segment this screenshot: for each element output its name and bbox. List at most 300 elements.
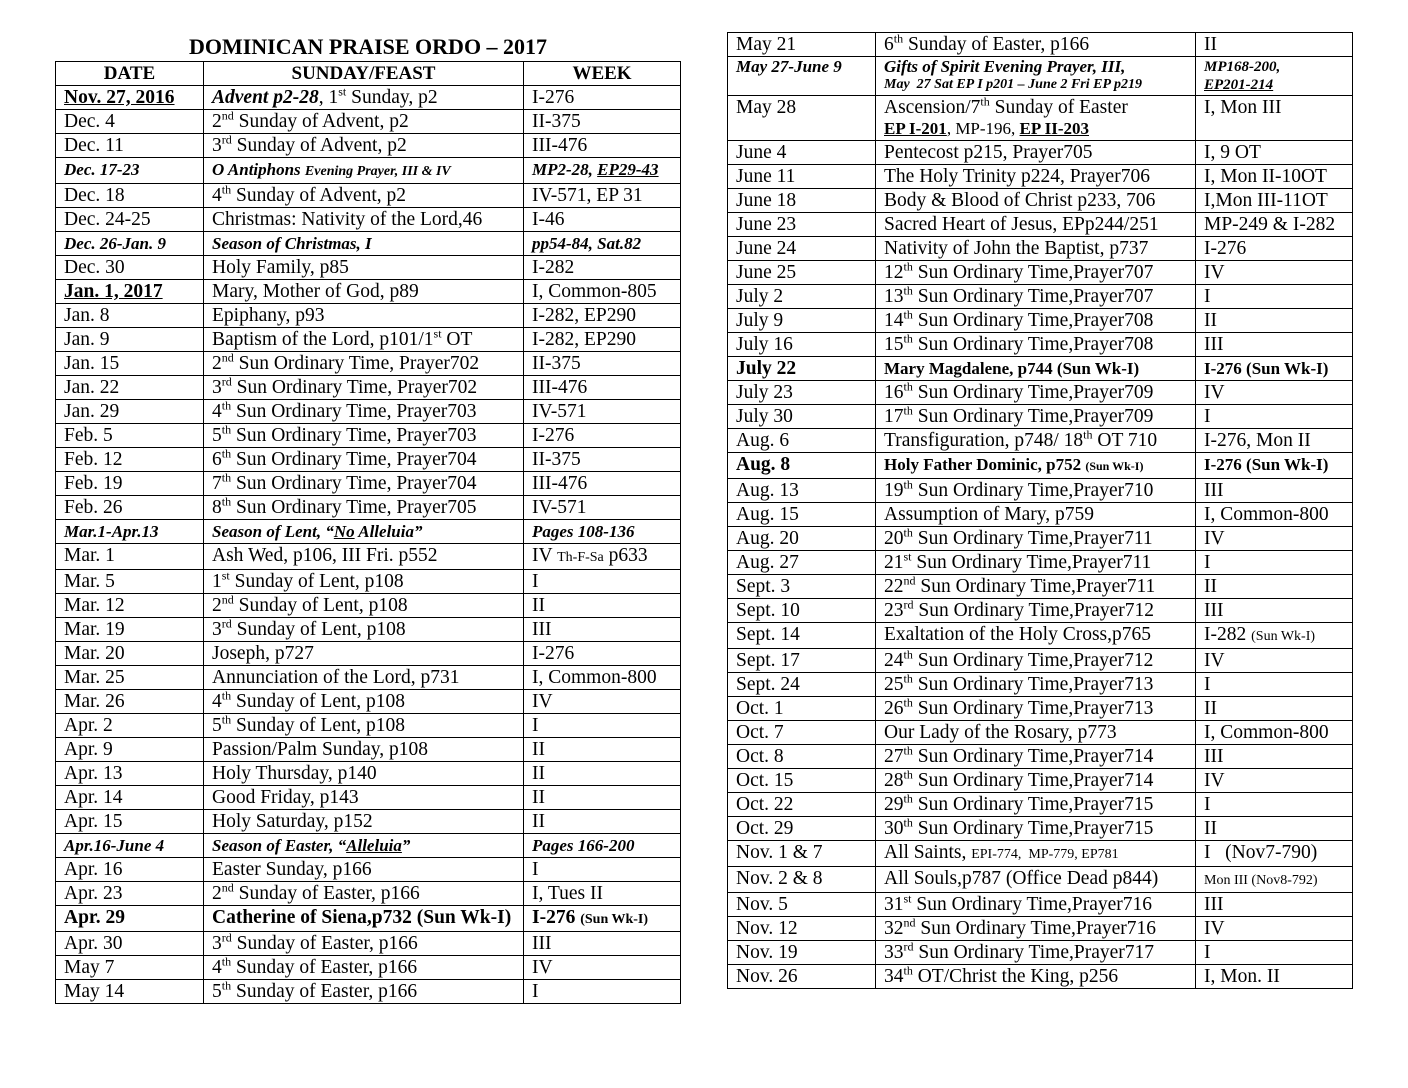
table-row bbox=[728, 479, 1353, 503]
cell-feast: 16th Sun Ordinary Time,Prayer709 bbox=[876, 381, 1196, 405]
table-row bbox=[56, 520, 681, 544]
cell-feast: Mary Magdalene, p744 (Sun Wk-I) bbox=[876, 357, 1196, 381]
cell-date: Oct. 15 bbox=[728, 769, 876, 793]
cell-week: I-276 (Sun Wk-I) bbox=[1196, 453, 1353, 479]
table-row bbox=[56, 328, 681, 352]
cell-date: Dec. 26-Jan. 9 bbox=[56, 232, 204, 256]
cell-date: Oct. 8 bbox=[728, 745, 876, 769]
cell-date: Jan. 1, 2017 bbox=[56, 280, 204, 304]
table-row bbox=[728, 867, 1353, 893]
cell-feast: 29th Sun Ordinary Time,Prayer715 bbox=[876, 793, 1196, 817]
cell-week: Mon III (Nov8-792) bbox=[1196, 867, 1353, 893]
cell-week: II bbox=[1196, 309, 1353, 333]
cell-feast: Assumption of Mary, p759 bbox=[876, 503, 1196, 527]
cell-feast: 31st Sun Ordinary Time,Prayer716 bbox=[876, 893, 1196, 917]
cell-feast: 13th Sun Ordinary Time,Prayer707 bbox=[876, 285, 1196, 309]
table-row bbox=[728, 721, 1353, 745]
table-row bbox=[728, 649, 1353, 673]
cell-feast: Baptism of the Lord, p101/1st OT bbox=[204, 328, 524, 352]
cell-feast: Season of Christmas, I bbox=[204, 232, 524, 256]
table-row bbox=[728, 213, 1353, 237]
cell-week: I bbox=[1196, 673, 1353, 697]
cell-week: Pages 166-200 bbox=[524, 834, 681, 858]
cell-date: Oct. 22 bbox=[728, 793, 876, 817]
cell-date: Nov. 2 & 8 bbox=[728, 867, 876, 893]
cell-feast: Sacred Heart of Jesus, EPp244/251 bbox=[876, 213, 1196, 237]
table-row bbox=[728, 33, 1353, 57]
cell-week: IV bbox=[524, 956, 681, 980]
cell-date: Nov. 27, 2016 bbox=[56, 86, 204, 110]
cell-week: I bbox=[1196, 941, 1353, 965]
table-row bbox=[728, 697, 1353, 721]
cell-date: Feb. 26 bbox=[56, 496, 204, 520]
table-row bbox=[56, 738, 681, 762]
cell-week: IV-571 bbox=[524, 496, 681, 520]
table-row bbox=[56, 184, 681, 208]
cell-feast: 28th Sun Ordinary Time,Prayer714 bbox=[876, 769, 1196, 793]
table-row bbox=[56, 642, 681, 666]
cell-feast: Christmas: Nativity of the Lord,46 bbox=[204, 208, 524, 232]
table-row bbox=[728, 551, 1353, 575]
cell-feast: Holy Father Dominic, p752 (Sun Wk-I) bbox=[876, 453, 1196, 479]
cell-feast: Mary, Mother of God, p89 bbox=[204, 280, 524, 304]
table-row bbox=[56, 304, 681, 328]
cell-feast: Body & Blood of Christ p233, 706 bbox=[876, 189, 1196, 213]
cell-week: pp54-84, Sat.82 bbox=[524, 232, 681, 256]
cell-week: Pages 108-136 bbox=[524, 520, 681, 544]
cell-feast: 24th Sun Ordinary Time,Prayer712 bbox=[876, 649, 1196, 673]
cell-feast: Annunciation of the Lord, p731 bbox=[204, 666, 524, 690]
cell-week: II bbox=[1196, 817, 1353, 841]
table-row bbox=[56, 472, 681, 496]
table-row bbox=[728, 96, 1353, 141]
table-row bbox=[56, 666, 681, 690]
cell-date: Dec. 18 bbox=[56, 184, 204, 208]
cell-date: Oct. 1 bbox=[728, 697, 876, 721]
table-row bbox=[728, 357, 1353, 381]
cell-feast: Easter Sunday, p166 bbox=[204, 858, 524, 882]
cell-date: Feb. 19 bbox=[56, 472, 204, 496]
cell-date: June 4 bbox=[728, 141, 876, 165]
cell-week: I bbox=[1196, 551, 1353, 575]
header-date: DATE bbox=[56, 62, 204, 86]
cell-date: June 23 bbox=[728, 213, 876, 237]
cell-date: Jan. 15 bbox=[56, 352, 204, 376]
cell-date: May 21 bbox=[728, 33, 876, 57]
cell-date: Sept. 24 bbox=[728, 673, 876, 697]
cell-feast: 26th Sun Ordinary Time,Prayer713 bbox=[876, 697, 1196, 721]
cell-week: IV bbox=[1196, 261, 1353, 285]
cell-week: II bbox=[524, 738, 681, 762]
cell-date: May 14 bbox=[56, 980, 204, 1004]
cell-feast: Catherine of Siena,p732 (Sun Wk-I) bbox=[204, 906, 524, 932]
cell-week: II bbox=[524, 810, 681, 834]
table-row bbox=[56, 810, 681, 834]
cell-week: I-282, EP290 bbox=[524, 304, 681, 328]
cell-date: Apr. 13 bbox=[56, 762, 204, 786]
cell-date: Nov. 26 bbox=[728, 965, 876, 989]
cell-week: MP-249 & I-282 bbox=[1196, 213, 1353, 237]
table-row bbox=[56, 352, 681, 376]
cell-week: I,Mon III-11OT bbox=[1196, 189, 1353, 213]
cell-date: Aug. 27 bbox=[728, 551, 876, 575]
cell-week: I-276 bbox=[1196, 237, 1353, 261]
cell-feast: 17th Sun Ordinary Time,Prayer709 bbox=[876, 405, 1196, 429]
cell-feast: 15th Sun Ordinary Time,Prayer708 bbox=[876, 333, 1196, 357]
table-row bbox=[56, 496, 681, 520]
cell-date: Nov. 12 bbox=[728, 917, 876, 941]
cell-date: Apr.16-June 4 bbox=[56, 834, 204, 858]
table-row bbox=[728, 309, 1353, 333]
cell-feast: Transfiguration, p748/ 18th OT 710 bbox=[876, 429, 1196, 453]
cell-date: Aug. 6 bbox=[728, 429, 876, 453]
table-row bbox=[728, 405, 1353, 429]
cell-date: Mar. 1 bbox=[56, 544, 204, 570]
cell-feast: Holy Thursday, p140 bbox=[204, 762, 524, 786]
cell-feast: Advent p2-28, 1st Sunday, p2 bbox=[204, 86, 524, 110]
cell-week: I, Common-800 bbox=[1196, 503, 1353, 527]
cell-week: II-375 bbox=[524, 448, 681, 472]
table-header-row bbox=[56, 62, 681, 86]
table-row bbox=[728, 57, 1353, 96]
cell-week: IV-571 bbox=[524, 400, 681, 424]
cell-week: I-276 (Sun Wk-I) bbox=[524, 906, 681, 932]
table-row bbox=[728, 965, 1353, 989]
cell-feast: All Saints, EPI-774, MP-779, EP781 bbox=[876, 841, 1196, 867]
cell-week: II bbox=[1196, 697, 1353, 721]
table-row bbox=[728, 673, 1353, 697]
cell-date: Aug. 15 bbox=[728, 503, 876, 527]
ordo-table-left-body bbox=[56, 86, 681, 1004]
table-row bbox=[728, 745, 1353, 769]
cell-week: I bbox=[1196, 793, 1353, 817]
cell-date: June 18 bbox=[728, 189, 876, 213]
cell-week: II bbox=[1196, 575, 1353, 599]
cell-week: I bbox=[1196, 405, 1353, 429]
table-row bbox=[56, 834, 681, 858]
table-row bbox=[56, 376, 681, 400]
table-row bbox=[728, 381, 1353, 405]
cell-week: III bbox=[524, 932, 681, 956]
table-row bbox=[728, 503, 1353, 527]
cell-feast: Gifts of Spirit Evening Prayer, III, May 27 Sat EP I p201 – June 2 Fri EP p219 bbox=[876, 57, 1196, 96]
table-row bbox=[728, 453, 1353, 479]
cell-week: I, 9 OT bbox=[1196, 141, 1353, 165]
cell-feast: 8th Sun Ordinary Time, Prayer705 bbox=[204, 496, 524, 520]
cell-week: III bbox=[1196, 893, 1353, 917]
table-row bbox=[56, 158, 681, 184]
table-row bbox=[728, 817, 1353, 841]
cell-feast: 34th OT/Christ the King, p256 bbox=[876, 965, 1196, 989]
cell-date: Apr. 2 bbox=[56, 714, 204, 738]
table-row bbox=[56, 786, 681, 810]
cell-week: IV bbox=[1196, 649, 1353, 673]
cell-date: Sept. 3 bbox=[728, 575, 876, 599]
cell-week: II-375 bbox=[524, 110, 681, 134]
cell-date: Apr. 15 bbox=[56, 810, 204, 834]
cell-week: III bbox=[1196, 599, 1353, 623]
ordo-table-left bbox=[55, 61, 681, 1004]
cell-date: Apr. 29 bbox=[56, 906, 204, 932]
table-row bbox=[728, 165, 1353, 189]
cell-date: May 28 bbox=[728, 96, 876, 141]
cell-feast: 2nd Sunday of Advent, p2 bbox=[204, 110, 524, 134]
cell-week: III bbox=[524, 618, 681, 642]
cell-feast: Passion/Palm Sunday, p108 bbox=[204, 738, 524, 762]
cell-feast: The Holy Trinity p224, Prayer706 bbox=[876, 165, 1196, 189]
cell-feast: 33rd Sun Ordinary Time,Prayer717 bbox=[876, 941, 1196, 965]
cell-feast: 23rd Sun Ordinary Time,Prayer712 bbox=[876, 599, 1196, 623]
cell-feast: Exaltation of the Holy Cross,p765 bbox=[876, 623, 1196, 649]
table-row bbox=[56, 208, 681, 232]
cell-date: Oct. 29 bbox=[728, 817, 876, 841]
table-row bbox=[56, 882, 681, 906]
cell-week: MP168-200, EP201-214 bbox=[1196, 57, 1353, 96]
table-row bbox=[56, 86, 681, 110]
cell-date: July 9 bbox=[728, 309, 876, 333]
cell-week: IV bbox=[1196, 527, 1353, 551]
cell-date: Nov. 19 bbox=[728, 941, 876, 965]
cell-feast: 27th Sun Ordinary Time,Prayer714 bbox=[876, 745, 1196, 769]
cell-date: Mar. 20 bbox=[56, 642, 204, 666]
cell-date: Sept. 14 bbox=[728, 623, 876, 649]
cell-week: II bbox=[524, 594, 681, 618]
cell-week: I-276 bbox=[524, 642, 681, 666]
table-row bbox=[56, 256, 681, 280]
cell-week: II bbox=[524, 786, 681, 810]
table-row bbox=[728, 261, 1353, 285]
table-row bbox=[728, 285, 1353, 309]
cell-week: III-476 bbox=[524, 376, 681, 400]
cell-feast: O Antiphons Evening Prayer, III & IV bbox=[204, 158, 524, 184]
cell-week: II bbox=[524, 762, 681, 786]
cell-feast: All Souls,p787 (Office Dead p844) bbox=[876, 867, 1196, 893]
table-row bbox=[56, 594, 681, 618]
cell-date: Jan. 29 bbox=[56, 400, 204, 424]
cell-date: Apr. 30 bbox=[56, 932, 204, 956]
cell-feast: Joseph, p727 bbox=[204, 642, 524, 666]
cell-date: Dec. 11 bbox=[56, 134, 204, 158]
cell-date: Oct. 7 bbox=[728, 721, 876, 745]
table-row bbox=[728, 793, 1353, 817]
cell-date: July 2 bbox=[728, 285, 876, 309]
cell-week: I-282 bbox=[524, 256, 681, 280]
cell-date: Mar. 26 bbox=[56, 690, 204, 714]
cell-date: Apr. 23 bbox=[56, 882, 204, 906]
table-row bbox=[56, 110, 681, 134]
cell-feast: Season of Easter, “Alleluia” bbox=[204, 834, 524, 858]
cell-feast: 4th Sunday of Advent, p2 bbox=[204, 184, 524, 208]
cell-week: I (Nov7-790) bbox=[1196, 841, 1353, 867]
cell-feast: 30th Sun Ordinary Time,Prayer715 bbox=[876, 817, 1196, 841]
table-row bbox=[56, 714, 681, 738]
cell-feast: Pentecost p215, Prayer705 bbox=[876, 141, 1196, 165]
cell-week: I bbox=[524, 858, 681, 882]
cell-feast: 25th Sun Ordinary Time,Prayer713 bbox=[876, 673, 1196, 697]
ordo-table-right bbox=[727, 32, 1353, 989]
header-week: WEEK bbox=[524, 62, 681, 86]
cell-feast: Holy Saturday, p152 bbox=[204, 810, 524, 834]
cell-date: Jan. 9 bbox=[56, 328, 204, 352]
cell-week: II bbox=[1196, 33, 1353, 57]
cell-week: I, Mon. II bbox=[1196, 965, 1353, 989]
cell-feast: 3rd Sunday of Easter, p166 bbox=[204, 932, 524, 956]
cell-week: IV bbox=[1196, 917, 1353, 941]
cell-feast: 5th Sun Ordinary Time, Prayer703 bbox=[204, 424, 524, 448]
cell-feast: 22nd Sun Ordinary Time,Prayer711 bbox=[876, 575, 1196, 599]
cell-feast: 4th Sunday of Easter, p166 bbox=[204, 956, 524, 980]
cell-week: I-276 (Sun Wk-I) bbox=[1196, 357, 1353, 381]
cell-week: I-276 bbox=[524, 86, 681, 110]
cell-week: IV Th-F-Sa p633 bbox=[524, 544, 681, 570]
cell-date: July 23 bbox=[728, 381, 876, 405]
cell-feast: 14th Sun Ordinary Time,Prayer708 bbox=[876, 309, 1196, 333]
cell-date: Apr. 16 bbox=[56, 858, 204, 882]
table-row bbox=[56, 400, 681, 424]
cell-week: I bbox=[524, 980, 681, 1004]
page-title: DOMINICAN PRAISE ORDO – 2017 bbox=[188, 34, 548, 59]
cell-date: June 11 bbox=[728, 165, 876, 189]
cell-date: Nov. 5 bbox=[728, 893, 876, 917]
cell-week: I bbox=[524, 714, 681, 738]
cell-feast: 5th Sunday of Easter, p166 bbox=[204, 980, 524, 1004]
cell-feast: 2nd Sunday of Easter, p166 bbox=[204, 882, 524, 906]
cell-date: Dec. 4 bbox=[56, 110, 204, 134]
cell-date: Mar. 5 bbox=[56, 570, 204, 594]
cell-feast: 20th Sun Ordinary Time,Prayer711 bbox=[876, 527, 1196, 551]
cell-week: IV-571, EP 31 bbox=[524, 184, 681, 208]
cell-date: Aug. 20 bbox=[728, 527, 876, 551]
table-row bbox=[728, 917, 1353, 941]
cell-week: III bbox=[1196, 745, 1353, 769]
cell-feast: 6th Sun Ordinary Time, Prayer704 bbox=[204, 448, 524, 472]
cell-date: Dec. 30 bbox=[56, 256, 204, 280]
cell-date: Aug. 8 bbox=[728, 453, 876, 479]
cell-feast: 19th Sun Ordinary Time,Prayer710 bbox=[876, 479, 1196, 503]
cell-feast: 2nd Sun Ordinary Time, Prayer702 bbox=[204, 352, 524, 376]
ordo-table-right-body bbox=[728, 33, 1353, 989]
cell-feast: 32nd Sun Ordinary Time,Prayer716 bbox=[876, 917, 1196, 941]
cell-feast: 21st Sun Ordinary Time,Prayer711 bbox=[876, 551, 1196, 575]
cell-feast: 12th Sun Ordinary Time,Prayer707 bbox=[876, 261, 1196, 285]
cell-date: June 24 bbox=[728, 237, 876, 261]
cell-feast: Holy Family, p85 bbox=[204, 256, 524, 280]
table-row bbox=[56, 544, 681, 570]
cell-feast: 2nd Sunday of Lent, p108 bbox=[204, 594, 524, 618]
cell-week: I-276, Mon II bbox=[1196, 429, 1353, 453]
cell-week: II-375 bbox=[524, 352, 681, 376]
cell-date: Feb. 12 bbox=[56, 448, 204, 472]
cell-week: MP2-28, EP29-43 bbox=[524, 158, 681, 184]
table-row bbox=[728, 429, 1353, 453]
cell-feast: Good Friday, p143 bbox=[204, 786, 524, 810]
header-feast: SUNDAY/FEAST bbox=[204, 62, 524, 86]
cell-feast: 3rd Sun Ordinary Time, Prayer702 bbox=[204, 376, 524, 400]
cell-date: Mar.1-Apr.13 bbox=[56, 520, 204, 544]
table-row bbox=[728, 893, 1353, 917]
cell-date: June 25 bbox=[728, 261, 876, 285]
cell-feast: Ash Wed, p106, III Fri. p552 bbox=[204, 544, 524, 570]
table-row bbox=[728, 599, 1353, 623]
cell-week: III-476 bbox=[524, 134, 681, 158]
table-row bbox=[56, 424, 681, 448]
table-row bbox=[728, 841, 1353, 867]
cell-feast: 4th Sun Ordinary Time, Prayer703 bbox=[204, 400, 524, 424]
table-row bbox=[56, 618, 681, 642]
cell-week: I bbox=[1196, 285, 1353, 309]
cell-week: I bbox=[524, 570, 681, 594]
cell-week: I, Common-800 bbox=[524, 666, 681, 690]
table-row bbox=[56, 570, 681, 594]
table-row bbox=[56, 232, 681, 256]
table-row bbox=[56, 280, 681, 304]
cell-date: July 30 bbox=[728, 405, 876, 429]
cell-date: Mar. 19 bbox=[56, 618, 204, 642]
cell-feast: Our Lady of the Rosary, p773 bbox=[876, 721, 1196, 745]
cell-date: Dec. 24-25 bbox=[56, 208, 204, 232]
cell-feast: Season of Lent, “No Alleluia” bbox=[204, 520, 524, 544]
cell-week: IV bbox=[1196, 381, 1353, 405]
table-row bbox=[56, 858, 681, 882]
cell-feast: Nativity of John the Baptist, p737 bbox=[876, 237, 1196, 261]
table-row bbox=[728, 333, 1353, 357]
cell-date: July 22 bbox=[728, 357, 876, 381]
table-row bbox=[56, 134, 681, 158]
cell-week: I, Tues II bbox=[524, 882, 681, 906]
cell-week: I-282 (Sun Wk-I) bbox=[1196, 623, 1353, 649]
cell-date: Mar. 12 bbox=[56, 594, 204, 618]
cell-week: IV bbox=[524, 690, 681, 714]
cell-week: I, Mon III bbox=[1196, 96, 1353, 141]
table-row bbox=[56, 690, 681, 714]
cell-feast: 5th Sunday of Lent, p108 bbox=[204, 714, 524, 738]
cell-date: Jan. 8 bbox=[56, 304, 204, 328]
cell-feast: 4th Sunday of Lent, p108 bbox=[204, 690, 524, 714]
table-row bbox=[728, 189, 1353, 213]
cell-date: Apr. 9 bbox=[56, 738, 204, 762]
cell-date: Jan. 22 bbox=[56, 376, 204, 400]
table-row bbox=[728, 141, 1353, 165]
cell-week: III-476 bbox=[524, 472, 681, 496]
cell-date: Feb. 5 bbox=[56, 424, 204, 448]
table-row bbox=[56, 932, 681, 956]
cell-date: Sept. 10 bbox=[728, 599, 876, 623]
table-row bbox=[728, 769, 1353, 793]
table-row bbox=[56, 906, 681, 932]
table-row bbox=[728, 527, 1353, 551]
table-row bbox=[56, 762, 681, 786]
cell-date: Aug. 13 bbox=[728, 479, 876, 503]
cell-week: III bbox=[1196, 479, 1353, 503]
cell-week: I, Common-805 bbox=[524, 280, 681, 304]
cell-feast: Epiphany, p93 bbox=[204, 304, 524, 328]
cell-date: Mar. 25 bbox=[56, 666, 204, 690]
cell-feast: 6th Sunday of Easter, p166 bbox=[876, 33, 1196, 57]
table-row bbox=[728, 237, 1353, 261]
cell-feast: 7th Sun Ordinary Time, Prayer704 bbox=[204, 472, 524, 496]
table-row bbox=[56, 448, 681, 472]
cell-feast: 1st Sunday of Lent, p108 bbox=[204, 570, 524, 594]
table-row bbox=[728, 941, 1353, 965]
cell-date: May 7 bbox=[56, 956, 204, 980]
cell-date: Dec. 17-23 bbox=[56, 158, 204, 184]
table-row bbox=[728, 575, 1353, 599]
cell-date: Apr. 14 bbox=[56, 786, 204, 810]
cell-feast: 3rd Sunday of Advent, p2 bbox=[204, 134, 524, 158]
cell-week: I, Common-800 bbox=[1196, 721, 1353, 745]
cell-week: I, Mon II-10OT bbox=[1196, 165, 1353, 189]
cell-date: Nov. 1 & 7 bbox=[728, 841, 876, 867]
